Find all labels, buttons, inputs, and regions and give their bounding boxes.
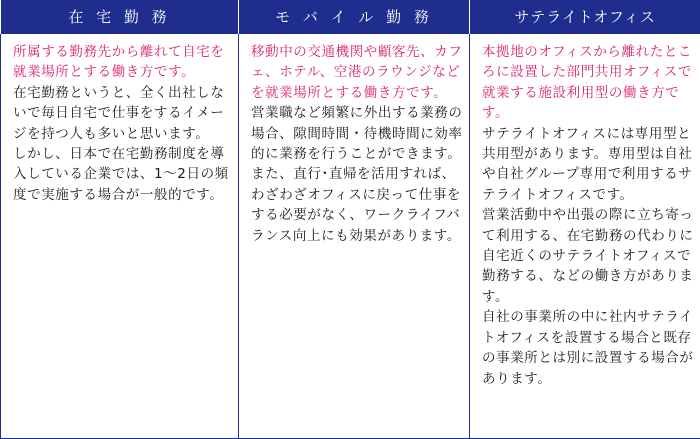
content-row [1,34,700,439]
cell-mobile-work [239,34,470,439]
body-paragraph: 自社の事業所の中に社内サテライトオフィスを設置する場合と既存の事業所とは別に設置する場合があります。 [482,309,694,387]
body-paragraph: 営業活動中や出張の際に立ち寄って利用する、在宅勤務の代わりに自宅近くのサテライトオフィスで勤務する、などの働き方があります。 [482,207,694,305]
cell-home-work [1,34,239,439]
body-paragraph: また、直行･直帰を活用すれば、わざわざオフィスに戻って仕事をする必要がなく、ワークライフバランス向上にも効果があります。 [251,166,462,244]
cell-satellite-office [470,34,700,439]
body-paragraph: 営業職など頻繁に外出する業務の場合、隙間時間・待機時間に効率的に業務を行うことができます。 [251,105,463,163]
lead-text: 所属する勤務先から離れて自宅を就業場所とする働き方です。 [13,44,225,81]
header-home-work: 在 宅 勤 務 [1,0,239,34]
body-paragraph: しかし、日本で在宅勤務制度を導入している企業では、1～2日の頻度で実施する場合が一般的です。 [13,146,229,203]
lead-text: 移動中の交通機関や顧客先、カフェ、ホテル、空港のラウンジなどを就業場所とする働き方です。 [251,44,463,101]
header-row [1,0,700,34]
lead-text: 本拠地のオフィスから離れたところに設置した部門共用オフィスで就業する施設利用型の働き方です。 [482,44,693,122]
body-paragraph: 在宅勤務というと、全く出社しないで毎日自宅で仕事をするイメージを持つ人も多いと思います。 [13,84,225,142]
header-mobile-work: モ バ イ ル 勤 務 [239,0,470,34]
body-paragraph: サテライトオフィスには専用型と共用型があります。専用型は自社や自社グループ専用で利用するサテライトオフィスです。 [482,125,693,203]
header-satellite-office: サテライトオフィス [470,0,700,34]
